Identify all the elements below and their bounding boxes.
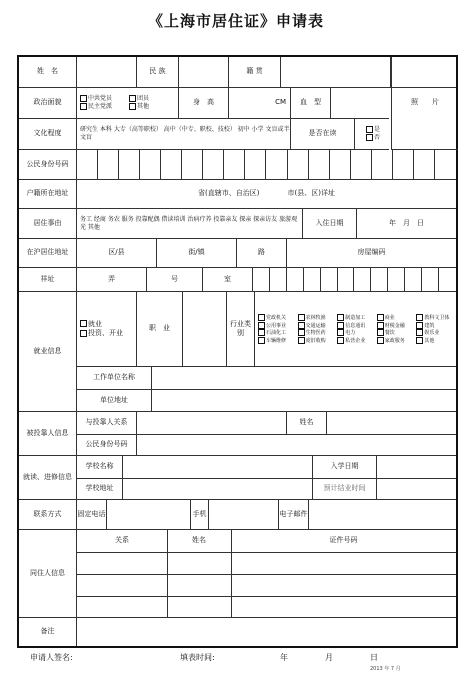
label-entry-date: 入住日期 [303, 209, 357, 238]
label-sponsor-rel: 与投靠人关系 [77, 412, 137, 434]
id-digit-box[interactable] [393, 150, 414, 179]
industry-option[interactable] [377, 337, 417, 345]
checkbox-icon [377, 322, 384, 329]
house-code-box[interactable] [405, 268, 422, 291]
id-digit-box[interactable] [98, 150, 119, 179]
label-house-code: 房屋编码 [357, 248, 386, 257]
political-option-3[interactable] [129, 103, 178, 111]
industry-option-label: 车辆维修 [266, 337, 287, 344]
label-yes: 是 [373, 126, 380, 134]
field-remarks[interactable] [77, 618, 456, 646]
checkbox-icon [298, 329, 305, 336]
house-code-box[interactable] [355, 268, 372, 291]
house-code-box[interactable] [422, 268, 439, 291]
label-applicant: 申请人签名: [30, 653, 73, 662]
field-native-place[interactable] [281, 57, 391, 87]
label-email: 电子邮件 [279, 500, 309, 529]
industry-option-label: 娱乐业 [424, 330, 440, 336]
political-opt-label: 中共党员 [88, 95, 113, 103]
checkbox-icon [416, 329, 423, 336]
field-name[interactable] [77, 57, 137, 87]
field-mobile[interactable] [209, 500, 279, 529]
checkbox-icon [337, 337, 344, 344]
political-option-0[interactable] [80, 95, 129, 103]
house-code-box[interactable] [270, 268, 287, 291]
field-entry-date[interactable]: 年 月 日 [389, 218, 424, 227]
checkbox-icon [377, 329, 384, 336]
industry-option-label: 私营企业 [345, 337, 366, 344]
field-district[interactable] [77, 239, 157, 267]
checkbox-icon [258, 329, 265, 336]
id-digit-box[interactable] [140, 150, 161, 179]
house-code-box[interactable] [304, 268, 321, 291]
label-relation: 关系 [115, 536, 129, 545]
id-digit-box[interactable] [309, 150, 330, 179]
label-lane: 弄 [108, 274, 115, 283]
industry-option[interactable] [298, 329, 338, 337]
checkbox-icon [337, 314, 344, 321]
industry-option[interactable] [416, 314, 456, 322]
id-digit-box[interactable] [435, 150, 456, 179]
industry-option-label: 石油化工 [266, 330, 287, 336]
label-height: 身 高 [179, 88, 229, 118]
political-opt-label: 民主党派 [88, 103, 113, 110]
label-id-no: 公民身份号码 [19, 150, 77, 179]
field-school-addr[interactable] [123, 478, 313, 500]
house-code-box[interactable] [371, 268, 388, 291]
checkbox-icon [416, 314, 423, 321]
political-options [77, 88, 179, 118]
label-ethnicity: 民 族 [137, 57, 179, 87]
in-school-options[interactable] [355, 119, 391, 149]
application-form [17, 55, 458, 648]
checkbox-icon [377, 314, 384, 321]
industry-options [255, 292, 456, 366]
checkbox-icon [366, 126, 373, 133]
label-sponsor-id: 公民身份号码 [77, 434, 137, 456]
label-employed: 就业 [88, 319, 102, 328]
house-code-box[interactable] [287, 268, 304, 291]
reason-options[interactable]: 务工 经商 务农 服务 投靠配偶 借读培训 治病疗养 投靠亲友 探亲 探亲访友 旅游观光 其他 [77, 209, 303, 238]
field-sponsor-rel[interactable] [137, 412, 287, 434]
id-digit-box[interactable] [330, 150, 351, 179]
industry-option[interactable] [377, 314, 417, 322]
field-email[interactable] [309, 500, 456, 529]
industry-option[interactable] [377, 329, 417, 337]
id-digit-box[interactable] [245, 150, 266, 179]
label-street: 街/镇 [188, 248, 205, 257]
checkbox-icon [416, 322, 423, 329]
label-co-name: 姓名 [192, 536, 206, 545]
label-room: 室 [224, 274, 231, 283]
label-landline: 固定电话 [77, 500, 107, 529]
checkbox-icon [129, 103, 136, 110]
label-fill-time: 填表时间: [180, 653, 215, 662]
id-digit-box[interactable] [372, 150, 393, 179]
option-invest[interactable] [80, 329, 123, 338]
label-mobile: 手机 [191, 500, 209, 529]
political-opt-label: 团员 [137, 95, 150, 103]
id-digit-box[interactable] [119, 150, 140, 179]
house-code-box[interactable] [253, 268, 270, 291]
label-company-name: 工作单位名称 [77, 366, 152, 389]
industry-option[interactable] [337, 337, 377, 345]
label-road: 路 [258, 248, 265, 257]
field-enroll-date[interactable] [377, 456, 456, 478]
checkbox-icon [377, 337, 384, 344]
industry-option[interactable] [258, 314, 298, 322]
checkbox-icon [337, 322, 344, 329]
industry-option[interactable] [258, 329, 298, 337]
checkbox-icon [80, 320, 87, 327]
label-profession: 职 业 [137, 292, 183, 366]
label-month: 月 [325, 653, 333, 662]
industry-option-label: 电力 [345, 330, 356, 336]
label-id-card-no: 证件号码 [329, 536, 358, 545]
unit-cm: CM [275, 98, 286, 107]
industry-option-label: 废旧收购 [305, 337, 326, 344]
industry-option[interactable] [258, 337, 298, 345]
option-employed[interactable] [80, 320, 102, 329]
field-lane[interactable] [77, 268, 147, 291]
label-contact: 联系方式 [19, 500, 77, 529]
house-code-grid[interactable] [253, 268, 456, 291]
industry-option-label: 农林牧渔 [305, 315, 326, 321]
id-digit-box[interactable] [203, 150, 224, 179]
industry-option[interactable] [298, 314, 338, 322]
label-school-name: 学校名称 [77, 456, 123, 478]
field-landline[interactable] [107, 500, 191, 529]
industry-option[interactable] [416, 322, 456, 330]
checkbox-icon [337, 329, 344, 336]
field-room[interactable] [203, 268, 253, 291]
id-digit-box[interactable] [224, 150, 245, 179]
checkbox-icon [366, 134, 373, 141]
industry-option[interactable] [337, 314, 377, 322]
label-industry: 行业类别 [227, 292, 255, 366]
industry-option[interactable] [416, 329, 456, 337]
industry-option-label: 其他 [424, 337, 435, 344]
checkbox-icon [258, 322, 265, 329]
field-hukou[interactable]: 省(直辖市、自治区) 市(县、区)详址 [198, 189, 335, 198]
label-blood: 血 型 [291, 88, 331, 118]
house-code-box[interactable] [439, 268, 456, 291]
industry-option[interactable] [377, 322, 417, 330]
id-digit-box[interactable] [161, 150, 182, 179]
id-digit-box[interactable] [414, 150, 435, 179]
label-education: 文化程度 [19, 119, 77, 149]
checkbox-icon [80, 95, 87, 102]
house-code-box[interactable] [388, 268, 405, 291]
field-number[interactable] [147, 268, 203, 291]
label-employment: 就业信息 [19, 292, 77, 411]
house-code-box[interactable] [338, 268, 355, 291]
field-grad-time[interactable] [377, 478, 456, 500]
industry-option-label: 建筑 [424, 322, 435, 329]
industry-option[interactable] [298, 322, 338, 330]
label-study: 就读、进修信息 [19, 456, 77, 499]
form-version: 2013 年 7 月 [370, 666, 401, 672]
label-company-addr: 单位地址 [77, 389, 152, 412]
industry-option-label: 餐饮 [384, 330, 395, 336]
industry-option-label: 公用事业 [266, 322, 287, 329]
label-year: 年 [280, 653, 288, 662]
label-detail: 祥址 [19, 268, 77, 291]
label-grad-time: 预计结业时间 [313, 478, 377, 500]
field-sponsor-name[interactable] [327, 412, 456, 434]
field-sponsor-id[interactable] [137, 434, 456, 456]
label-photo: 照 片 [411, 98, 439, 107]
employment-status [77, 292, 137, 366]
label-sh-addr: 在沪居住地址 [19, 239, 77, 267]
field-profession[interactable] [183, 292, 227, 366]
id-digit-box[interactable] [351, 150, 372, 179]
checkbox-icon [258, 337, 265, 344]
photo-box[interactable] [391, 57, 458, 150]
industry-option[interactable] [337, 322, 377, 330]
checkbox-icon [298, 337, 305, 344]
id-digit-box[interactable] [267, 150, 288, 179]
checkbox-icon [80, 330, 87, 337]
label-no: 否 [373, 134, 380, 141]
checkbox-icon [298, 314, 305, 321]
checkbox-icon [258, 314, 265, 321]
political-opt-label: 其他 [137, 103, 150, 110]
label-in-school: 是否在读 [291, 119, 355, 149]
page-title: 《上海市居住证》申请表 [147, 12, 324, 30]
industry-option[interactable] [298, 337, 338, 345]
label-sponsor-name: 姓名 [287, 412, 327, 434]
label-district: 区/县 [108, 248, 125, 257]
field-height[interactable] [229, 88, 291, 118]
label-invest: 投资、开业 [88, 329, 123, 337]
id-digit-box[interactable] [77, 150, 98, 179]
industry-option-label: 商业 [384, 315, 395, 321]
industry-option-label: 家政服务 [384, 337, 405, 344]
label-sponsor: 被投靠人信息 [19, 412, 77, 455]
label-day: 日 [370, 653, 378, 662]
option-yes[interactable] [366, 126, 380, 134]
political-option-2[interactable] [80, 103, 129, 111]
label-cohabit: 同住人信息 [19, 530, 77, 617]
field-ethnicity[interactable] [179, 57, 229, 87]
industry-option-label: 信息通讯 [345, 322, 366, 329]
industry-option-label: 生物医药 [305, 330, 326, 336]
option-no[interactable] [366, 134, 380, 142]
label-remarks: 备注 [19, 618, 77, 646]
checkbox-icon [80, 103, 87, 110]
industry-option[interactable] [337, 329, 377, 337]
political-option-1[interactable] [129, 95, 178, 103]
id-digit-box[interactable] [182, 150, 203, 179]
industry-option[interactable] [258, 322, 298, 330]
industry-option-label: 制造加工 [345, 315, 366, 321]
label-school-addr: 学校地址 [77, 478, 123, 500]
house-code-box[interactable] [321, 268, 338, 291]
label-enroll-date: 入学日期 [313, 456, 377, 478]
id-digit-box[interactable] [288, 150, 309, 179]
field-blood[interactable] [331, 88, 391, 118]
id-number-grid[interactable] [77, 150, 456, 179]
field-company-name[interactable] [152, 366, 456, 389]
label-hukou: 户籍所在地址 [19, 180, 77, 208]
industry-option-label: 交通运输 [305, 322, 326, 329]
industry-option-label: 党政机关 [266, 315, 287, 321]
field-company-addr[interactable] [152, 389, 456, 412]
label-number: 号 [171, 274, 178, 283]
field-road[interactable] [237, 239, 287, 267]
industry-option[interactable] [416, 337, 456, 345]
label-reason: 居住事由 [19, 209, 77, 238]
checkbox-icon [129, 95, 136, 102]
industry-option-label: 财税金融 [384, 322, 405, 329]
label-political: 政治面貌 [19, 88, 77, 118]
label-native-place: 籍 贯 [229, 57, 281, 87]
checkbox-icon [298, 322, 305, 329]
checkbox-icon [416, 337, 423, 344]
field-school-name[interactable] [123, 456, 313, 478]
education-options[interactable]: 研究生 本科 大专（高等职校） 高中（中专、职校、技校） 初中 小学 文盲或半文盲 [77, 119, 291, 149]
field-street[interactable] [157, 239, 237, 267]
label-name: 姓 名 [19, 57, 77, 87]
industry-option-label: 教科文卫体 [424, 315, 450, 321]
